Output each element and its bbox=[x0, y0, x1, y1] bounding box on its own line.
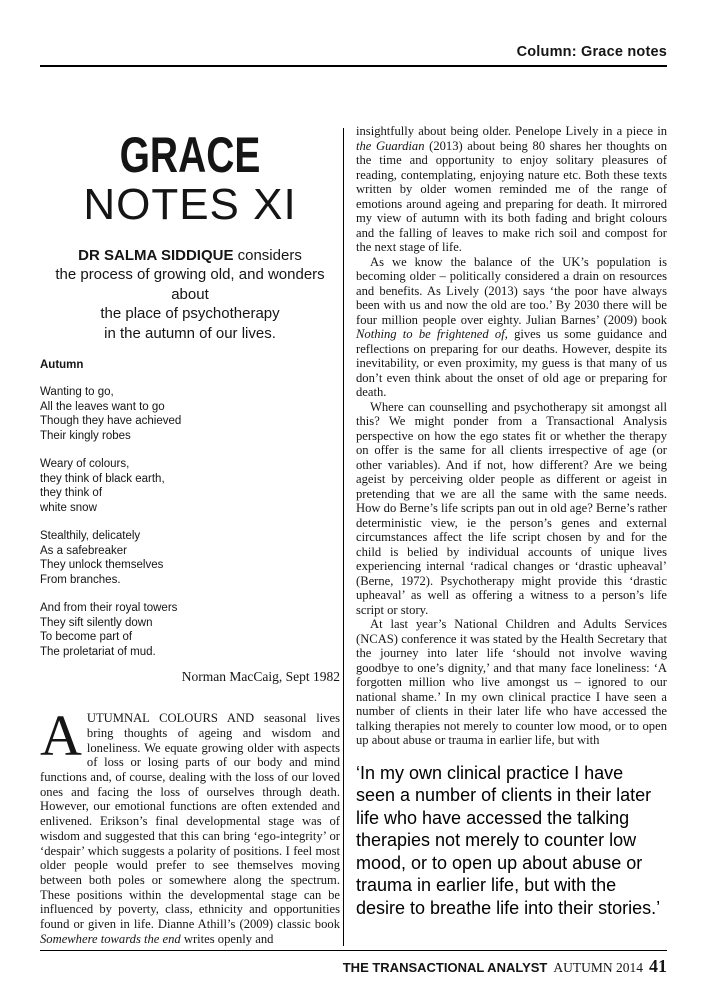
left-column bbox=[40, 126, 340, 947]
article-title-line1: GRACE bbox=[119, 127, 261, 183]
issue-label: AUTUMN 2014 bbox=[553, 960, 643, 975]
poem-line: they think of bbox=[40, 487, 103, 500]
poem-line: All the leaves want to go bbox=[40, 400, 165, 413]
journal-name: THE TRANSACTIONAL ANALYST bbox=[342, 960, 548, 975]
page-number: 41 bbox=[649, 956, 667, 976]
poem-line: white snow bbox=[40, 501, 97, 514]
body-paragraph: As we know the balance of the UK’s population is becoming older – politically considered a drain on resources and benefits. As Lively (2013) says ‘the poor have always been with us and now the old are too.’ By 2030 there will be four million people over eighty. Julian Barnes’ (2009) book Nothing to be frightened of, gives us some guidance and reflections on preparing for our deaths. However, despite its inevitability, or even proximity, my guess is that many of us don’t even think about the onset of old age or preparing for death. bbox=[356, 254, 667, 399]
poem-stanza bbox=[40, 385, 340, 443]
pull-quote: ‘In my own clinical practice I have seen a number of clients in their later life who have accessed the talking therapies not merely to counter low mood, or to open up about abuse or trauma in earlier life, but with the desire to breathe life into their stories.’ bbox=[356, 762, 661, 918]
footer bbox=[343, 956, 667, 977]
standfirst bbox=[40, 246, 340, 344]
poem-title: Autumn bbox=[40, 359, 84, 372]
poem-line: To become part of bbox=[40, 631, 133, 644]
standfirst-line4: in the autumn of our lives. bbox=[104, 324, 276, 342]
poem-stanza bbox=[40, 529, 340, 587]
header-rule bbox=[40, 65, 667, 67]
right-column bbox=[356, 124, 667, 919]
poem-stanza bbox=[40, 601, 340, 659]
poem-attribution: Norman MacCaig, Sept 1982 bbox=[181, 669, 340, 685]
poem-line: Weary of colours, bbox=[40, 458, 130, 471]
poem-line: Their kingly robes bbox=[40, 429, 131, 442]
poem-line: The proletariat of mud. bbox=[40, 645, 156, 658]
poem-line: Though they have achieved bbox=[40, 415, 182, 428]
author-name: DR SALMA SIDDIQUE bbox=[78, 246, 234, 264]
poem-line: They unlock themselves bbox=[40, 559, 164, 572]
drop-cap: A bbox=[40, 703, 82, 769]
body-paragraph bbox=[40, 703, 340, 946]
poem-line: Wanting to go, bbox=[40, 386, 114, 399]
poem-line: they think of black earth, bbox=[40, 472, 165, 485]
standfirst-line3: the place of psychotherapy bbox=[100, 305, 280, 323]
poem bbox=[40, 359, 340, 685]
poem-stanza bbox=[40, 457, 340, 515]
body-paragraph: At last year’s National Children and Adults Services (NCAS) conference it was stated by the Health Secretary that the journey into later life ‘should not involve waving goodbye to one’s dignity,’ and that many face loneliness: ‘A forgotten million who live amongst us – ignored to our national shame.’ In my own clinical practice I have seen a number of clients in their later life who have accessed the talking therapies not merely to counter low mood, or to open up about abuse or trauma in earlier life, but with bbox=[356, 617, 667, 747]
body-paragraph: insightfully about being older. Penelope Lively in a piece in the Guardian (2013) about being 80 shares her thoughts on the time and opportunity to enjoy solitary pleasures of reading, contemplating, enjoying nature etc. Both these texts written by older women reminded me of the range of emotions around ageing and preparing for death. It mirrored my view of autumn with its both fading and bright colours and the falling of leaves to make rich soil and compost for the next stage of life. bbox=[356, 124, 667, 254]
poem-line: As a safebreaker bbox=[40, 544, 127, 557]
poem-line: And from their royal towers bbox=[40, 602, 178, 615]
body-paragraph-text: UTUMNAL COLOURS AND seasonal lives bring thoughts of ageing and wisdom and loneliness. We equate growing older with aspects of loss or losing parts of our body and mind functions and, of course, dealing with the loss of our loved ones and facing the loss of ourselves through death. However, our emotional functions are often extended and enlivened. Erikson’s final developmental stage was of wisdom and suggested that this can bring ‘ego-integrity’ or ‘despair’ which suggests a polarity of positions. I feel most older people would prefer to see themselves moving between both poles or somewhere along the spectrum. These positions within the developmental stage can be influenced by poverty, class, ethnicity and opportunities found or given in life. Dianne Athill’s (2009) classic book Somewhere towards the end writes openly and bbox=[40, 711, 340, 946]
article-title-line2: NOTES XI bbox=[83, 180, 297, 229]
column-divider bbox=[343, 128, 344, 946]
standfirst-line2: the process of growing old, and wonders about bbox=[55, 266, 325, 303]
column-label: Column: Grace notes bbox=[516, 44, 667, 60]
standfirst-line1 bbox=[40, 246, 340, 266]
standfirst-after-author: considers bbox=[233, 246, 302, 264]
body-paragraph: Where can counselling and psychotherapy sit amongst all this? We might ponder from a Transactional Analysis perspective on how the ego states fit or whether the therapy on offer is the same for all clients irrespective of age (or other variables). And if not, how different? Are we being ageist by perceiving older people as different or ageist in pretending that we are all the same with the same needs. How do Berne’s life scripts pan out in old age? Berne’s rather deterministic view, ie the person’s genes and external circumstances affect the life script chosen by and for the child is belied by individual accounts of unique lives experiencing internal ‘radical changes or ‘drastic upheaval’ (Berne, 1972). Psychotherapy might provide this ‘drastic upheaval’ as well as offering a witness to a person’s life script or story. bbox=[356, 399, 667, 617]
footer-rule bbox=[40, 950, 667, 951]
poem-line: Stealthily, delicately bbox=[40, 530, 141, 543]
poem-line: They sift silently down bbox=[40, 616, 153, 629]
poem-line: From branches. bbox=[40, 573, 121, 586]
